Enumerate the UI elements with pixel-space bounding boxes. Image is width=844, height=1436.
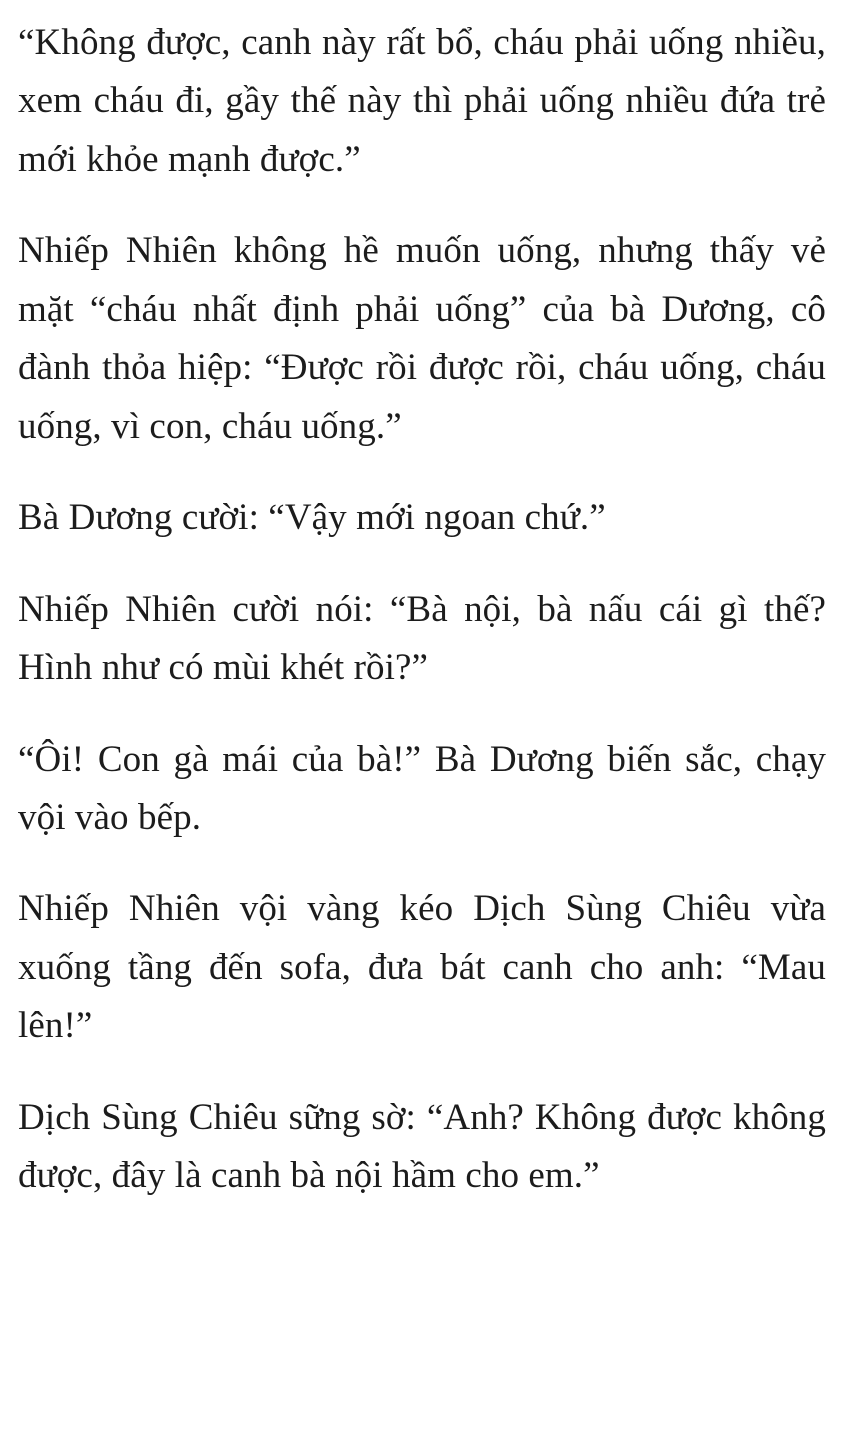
paragraph: Nhiếp Nhiên vội vàng kéo Dịch Sùng Chiêu vừa xuống tầng đến sofa, đưa bát canh cho anh: “Mau lên!” xyxy=(18,888,826,1047)
paragraph: Nhiếp Nhiên không hề muốn uống, nhưng thấy vẻ mặt “cháu nhất định phải uống” của bà Dương, cô đành thỏa hiệp: “Được rồi được rồi, cháu uống, cháu uống, vì con, cháu uống.” xyxy=(18,230,826,447)
paragraph: Bà Dương cười: “Vậy mới ngoan chứ.” xyxy=(18,497,606,539)
paragraph: Nhiếp Nhiên cười nói: “Bà nội, bà nấu cái gì thế? Hình như có mùi khét rồi?” xyxy=(18,588,826,689)
paragraph: “Ôi! Con gà mái của bà!” Bà Dương biến sắc, chạy vội vào bếp. xyxy=(18,738,826,838)
paragraph: “Không được, canh này rất bổ, cháu phải uống nhiều, xem cháu đi, gầy thế này thì phải uống nhiều đứa trẻ mới khỏe mạnh được.” xyxy=(18,22,826,180)
paragraph: Dịch Sùng Chiêu sững sờ: “Anh? Không được không được, đây là canh bà nội hầm cho em.” xyxy=(18,1096,826,1197)
